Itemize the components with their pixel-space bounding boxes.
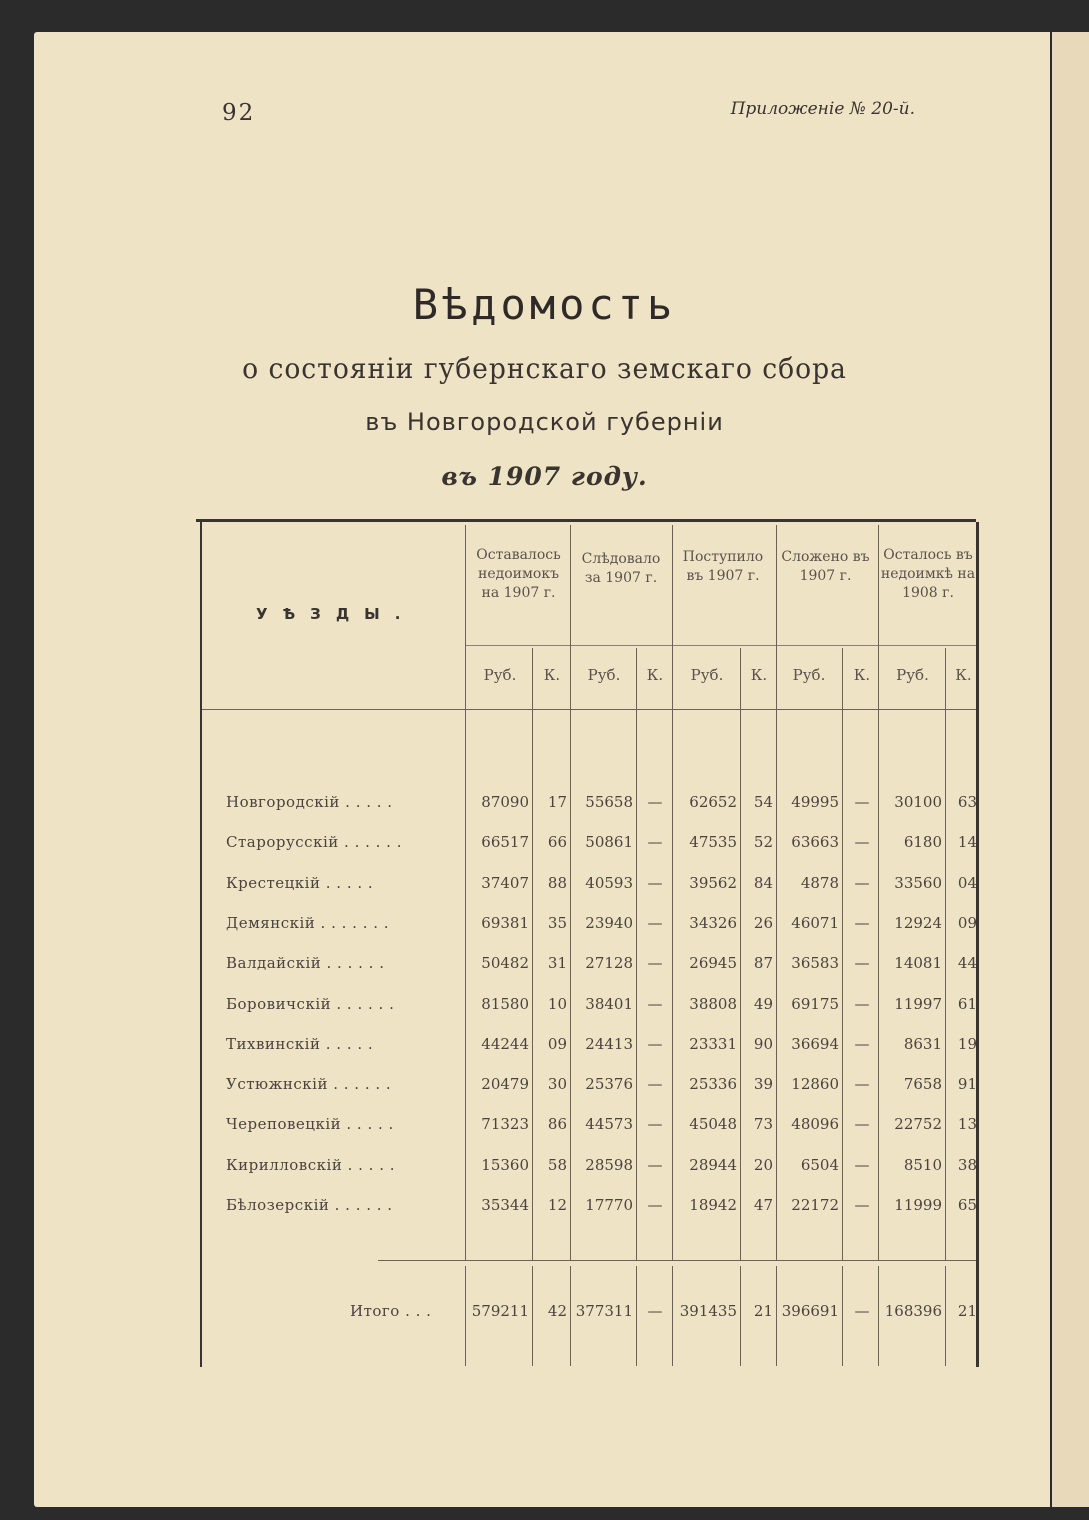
rubles-cell: 11997 bbox=[894, 994, 942, 1013]
kopecks-cell: 44 bbox=[957, 954, 977, 973]
kopecks-cell: 88 bbox=[547, 873, 567, 892]
document-page bbox=[34, 32, 1056, 1507]
kopecks-cell: — bbox=[647, 873, 663, 892]
kopecks-cell: — bbox=[647, 1302, 663, 1320]
rubles-cell: 6504 bbox=[800, 1155, 839, 1174]
kopecks-cell: — bbox=[854, 1075, 870, 1094]
rubles-cell: 396691 bbox=[781, 1302, 839, 1320]
column-header-2: Слѣдовало за 1907 г. bbox=[581, 551, 661, 586]
rubles-cell: 81580 bbox=[481, 994, 529, 1013]
column-rule bbox=[776, 525, 777, 1260]
rubles-cell: 62652 bbox=[689, 793, 737, 811]
rubles-cell: 18942 bbox=[689, 1196, 737, 1214]
rubles-cell: 66517 bbox=[481, 833, 529, 852]
kopecks-cell: 49 bbox=[753, 994, 773, 1013]
kopecks-cell: 20 bbox=[753, 1155, 773, 1174]
rubles-cell: 37407 bbox=[481, 873, 529, 892]
rubles-cell: 39562 bbox=[689, 873, 737, 892]
kopecks-cell: 58 bbox=[547, 1155, 567, 1174]
rubles-cell: 40593 bbox=[585, 873, 633, 892]
rubles-cell: 50482 bbox=[481, 954, 529, 973]
rubles-cell: 20479 bbox=[481, 1075, 529, 1094]
kopecks-cell: — bbox=[647, 1075, 663, 1094]
column-rule bbox=[878, 525, 879, 1260]
header-bottom-rule bbox=[202, 709, 976, 710]
document-subtitle-region: въ Новгородской губерніи bbox=[365, 408, 724, 436]
district-name: Череповецкій . . . . . bbox=[226, 1115, 394, 1134]
kopecks-cell: 21 bbox=[753, 1302, 773, 1320]
rubles-cell: 8631 bbox=[903, 1034, 942, 1053]
unit-kop-label: К. bbox=[646, 666, 664, 684]
district-name: Валдайскій . . . . . . bbox=[226, 954, 385, 973]
column-rule bbox=[570, 1266, 571, 1366]
district-name: Кирилловскій . . . . . bbox=[226, 1155, 395, 1174]
kopecks-cell: 61 bbox=[957, 994, 977, 1013]
column-rule bbox=[532, 1266, 533, 1366]
district-name: Новгородскій . . . . . bbox=[226, 793, 393, 811]
column-header-3: Поступило въ 1907 г. bbox=[682, 549, 764, 584]
kopecks-cell: — bbox=[647, 913, 663, 932]
kopecks-cell: 09 bbox=[547, 1034, 567, 1053]
kopecks-cell: 86 bbox=[547, 1115, 567, 1134]
column-rule bbox=[842, 648, 843, 1260]
kopecks-cell: 12 bbox=[547, 1196, 567, 1214]
table-right-rule bbox=[976, 522, 979, 1367]
kopecks-cell: — bbox=[647, 793, 663, 811]
rubles-cell: 71323 bbox=[481, 1115, 529, 1134]
kopecks-cell: 13 bbox=[957, 1115, 977, 1134]
column-header-5: Осталось въ недоимкѣ на 1908 г. bbox=[880, 547, 976, 601]
rubles-cell: 28598 bbox=[585, 1155, 633, 1174]
kopecks-cell: — bbox=[854, 1155, 870, 1174]
page-number: 92 bbox=[222, 100, 256, 126]
unit-kop-label: К. bbox=[750, 666, 768, 684]
rubles-cell: 579211 bbox=[471, 1302, 529, 1320]
table-top-rule bbox=[196, 519, 976, 522]
rubles-cell: 27128 bbox=[585, 954, 633, 973]
column-rule bbox=[842, 1266, 843, 1366]
rubles-cell: 377311 bbox=[575, 1302, 633, 1320]
unit-kop-label: К. bbox=[955, 666, 972, 684]
appendix-label: Приложеніе № 20-й. bbox=[730, 99, 915, 119]
rubles-cell: 69175 bbox=[791, 994, 839, 1013]
kopecks-cell: 30 bbox=[547, 1075, 567, 1094]
column-rule bbox=[945, 1266, 946, 1366]
column-rule bbox=[636, 1266, 637, 1366]
district-name: Демянскій . . . . . . . bbox=[226, 913, 390, 932]
kopecks-cell: 09 bbox=[957, 913, 977, 932]
unit-rub-label: Руб. bbox=[690, 666, 724, 684]
kopecks-cell: 14 bbox=[957, 833, 977, 852]
kopecks-cell: 73 bbox=[753, 1115, 773, 1134]
column-rule bbox=[740, 1266, 741, 1366]
kopecks-cell: — bbox=[647, 1196, 663, 1214]
district-name: Бѣлозерскій . . . . . . bbox=[226, 1196, 393, 1214]
rubles-cell: 11999 bbox=[894, 1196, 942, 1214]
column-rule bbox=[636, 648, 637, 1260]
rubles-cell: 30100 bbox=[894, 793, 942, 811]
rubles-cell: 22172 bbox=[791, 1196, 839, 1214]
rubles-cell: 34326 bbox=[689, 913, 737, 932]
unit-rub-label: Руб. bbox=[483, 666, 517, 684]
column-header-1: Оставалось недоимокъ на 1907 г. bbox=[476, 547, 561, 601]
header-divider bbox=[465, 645, 976, 646]
kopecks-cell: — bbox=[854, 994, 870, 1013]
kopecks-cell: — bbox=[854, 1115, 870, 1134]
rubles-cell: 55658 bbox=[585, 793, 633, 811]
rubles-cell: 44573 bbox=[585, 1115, 633, 1134]
rubles-cell: 38401 bbox=[585, 994, 633, 1013]
rubles-cell: 23331 bbox=[689, 1034, 737, 1053]
kopecks-cell: 91 bbox=[957, 1075, 977, 1094]
kopecks-cell: 38 bbox=[957, 1155, 977, 1174]
document-title: Вѣдомость bbox=[412, 280, 677, 329]
column-rule bbox=[570, 525, 571, 1260]
rubles-cell: 36694 bbox=[791, 1034, 839, 1053]
kopecks-cell: 31 bbox=[547, 954, 567, 973]
kopecks-cell: 54 bbox=[753, 793, 773, 811]
rubles-cell: 8510 bbox=[903, 1155, 942, 1174]
kopecks-cell: — bbox=[647, 1115, 663, 1134]
district-name: Устюжнскій . . . . . . bbox=[226, 1075, 392, 1094]
rubles-cell: 87090 bbox=[481, 793, 529, 811]
rubles-cell: 391435 bbox=[679, 1302, 737, 1320]
rubles-cell: 17770 bbox=[585, 1196, 633, 1214]
column-rule bbox=[945, 648, 946, 1260]
unit-rub-label: Руб. bbox=[896, 666, 929, 684]
kopecks-cell: 42 bbox=[547, 1302, 567, 1320]
rubles-cell: 69381 bbox=[481, 913, 529, 932]
rubles-cell: 26945 bbox=[689, 954, 737, 973]
rubles-cell: 38808 bbox=[689, 994, 737, 1013]
column-rule bbox=[740, 648, 741, 1260]
next-page-edge bbox=[1050, 32, 1089, 1507]
kopecks-cell: 35 bbox=[547, 913, 567, 932]
rubles-cell: 12924 bbox=[894, 913, 942, 932]
kopecks-cell: 90 bbox=[753, 1034, 773, 1053]
column-rule bbox=[672, 1266, 673, 1366]
kopecks-cell: 04 bbox=[957, 873, 977, 892]
rubles-cell: 49995 bbox=[791, 793, 839, 811]
rubles-cell: 50861 bbox=[585, 833, 633, 852]
rubles-cell: 63663 bbox=[791, 833, 839, 852]
unit-kop-label: К. bbox=[853, 666, 871, 684]
rubles-cell: 47535 bbox=[689, 833, 737, 852]
rubles-cell: 46071 bbox=[791, 913, 839, 932]
column-header-4: Сложено въ 1907 г. bbox=[781, 549, 870, 584]
kopecks-cell: — bbox=[647, 954, 663, 973]
kopecks-cell: — bbox=[647, 1034, 663, 1053]
kopecks-cell: 17 bbox=[547, 793, 567, 811]
kopecks-cell: — bbox=[854, 1196, 870, 1214]
rubles-cell: 7658 bbox=[903, 1075, 942, 1094]
district-name: Тихвинскій . . . . . bbox=[226, 1034, 374, 1053]
rubles-cell: 15360 bbox=[481, 1155, 529, 1174]
rubles-cell: 24413 bbox=[585, 1034, 633, 1053]
kopecks-cell: — bbox=[854, 873, 870, 892]
kopecks-cell: — bbox=[647, 1155, 663, 1174]
rubles-cell: 22752 bbox=[894, 1115, 942, 1134]
rubles-cell: 25336 bbox=[689, 1075, 737, 1094]
kopecks-cell: 66 bbox=[547, 833, 567, 852]
kopecks-cell: — bbox=[854, 954, 870, 973]
kopecks-cell: 21 bbox=[957, 1302, 977, 1320]
kopecks-cell: 26 bbox=[753, 913, 773, 932]
column-rule bbox=[465, 525, 466, 1260]
rubles-cell: 48096 bbox=[791, 1115, 839, 1134]
kopecks-cell: — bbox=[647, 994, 663, 1013]
rubles-cell: 6180 bbox=[903, 833, 942, 852]
total-label: Итого . . . bbox=[350, 1302, 432, 1320]
kopecks-cell: — bbox=[854, 1302, 870, 1320]
kopecks-cell: 84 bbox=[753, 873, 773, 892]
rubles-cell: 25376 bbox=[585, 1075, 633, 1094]
kopecks-cell: 65 bbox=[957, 1196, 977, 1214]
kopecks-cell: 47 bbox=[753, 1196, 773, 1214]
kopecks-cell: — bbox=[854, 833, 870, 852]
table-left-rule bbox=[200, 522, 202, 1367]
column-rule bbox=[532, 648, 533, 1260]
rubles-cell: 35344 bbox=[481, 1196, 529, 1214]
total-rule bbox=[378, 1260, 976, 1261]
kopecks-cell: 63 bbox=[957, 793, 977, 811]
rubles-cell: 36583 bbox=[791, 954, 839, 973]
document-subtitle: о состояніи губернскаго земскаго сбора bbox=[242, 352, 847, 385]
district-name: Боровичскій . . . . . . bbox=[226, 994, 395, 1013]
kopecks-cell: — bbox=[854, 1034, 870, 1053]
unit-kop-label: К. bbox=[543, 666, 561, 684]
district-name: Старорусскій . . . . . . bbox=[226, 833, 402, 852]
rubles-cell: 4878 bbox=[800, 873, 839, 892]
kopecks-cell: 10 bbox=[547, 994, 567, 1013]
kopecks-cell: 52 bbox=[753, 833, 773, 852]
rubles-cell: 45048 bbox=[689, 1115, 737, 1134]
unit-rub-label: Руб. bbox=[587, 666, 621, 684]
kopecks-cell: 87 bbox=[753, 954, 773, 973]
rubles-cell: 168396 bbox=[884, 1302, 942, 1320]
unit-rub-label: Руб. bbox=[792, 666, 826, 684]
rubles-cell: 23940 bbox=[585, 913, 633, 932]
column-rule bbox=[672, 525, 673, 1260]
rubles-cell: 28944 bbox=[689, 1155, 737, 1174]
kopecks-cell: 19 bbox=[957, 1034, 977, 1053]
district-name: Крестецкій . . . . . bbox=[226, 873, 374, 892]
kopecks-cell: — bbox=[854, 793, 870, 811]
rubles-cell: 44244 bbox=[481, 1034, 529, 1053]
document-year: въ 1907 году. bbox=[441, 462, 648, 491]
column-rule bbox=[465, 1266, 466, 1366]
kopecks-cell: 39 bbox=[753, 1075, 773, 1094]
rubles-cell: 33560 bbox=[894, 873, 942, 892]
kopecks-cell: — bbox=[647, 833, 663, 852]
rubles-cell: 14081 bbox=[894, 954, 942, 973]
row-header: УѢЗДЫ. bbox=[256, 605, 416, 623]
kopecks-cell: — bbox=[854, 913, 870, 932]
rubles-cell: 12860 bbox=[791, 1075, 839, 1094]
